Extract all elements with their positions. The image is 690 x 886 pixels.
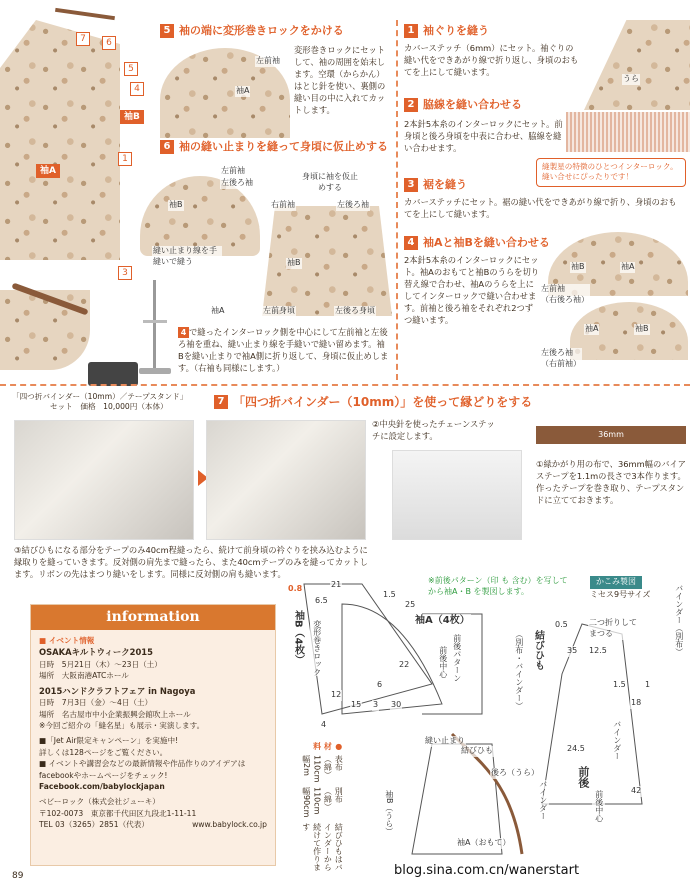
- callout-1: 1: [118, 152, 132, 166]
- step-1-ura-label: うら: [623, 74, 639, 83]
- binder-label-top: バインダー（別布）: [672, 584, 685, 656]
- step-6-sleeve-b2: 袖B: [287, 258, 301, 267]
- step-7-title: 「四つ折バインダー（10mm）」を使って縁どりをする: [233, 395, 533, 409]
- campaign-line-2: 詳しくは128ページをご覧ください。: [39, 747, 168, 757]
- step-3-text: カバーステッチにセット。裾の縫い代をできあがり線で折り、身頃のおもてを上にして縫います。: [404, 197, 677, 220]
- step-6-right-back: 左後ろ袖: [337, 200, 369, 209]
- front-back-label: 前後: [574, 766, 591, 788]
- dim-d11: 30: [391, 700, 402, 709]
- serger-photo: [392, 450, 522, 540]
- company-name: ベビーロック（株式会社ジューキ）: [39, 797, 160, 807]
- dim-d18: 42: [631, 786, 642, 795]
- product-price: セット 価格 10,000円（本体）: [50, 402, 168, 412]
- dim-d17: 24.5: [567, 744, 585, 753]
- step-7-photo-2: [206, 420, 366, 540]
- step-6-heading: [160, 140, 390, 155]
- step-3-number: 3: [404, 178, 418, 192]
- binder-label: バインダー: [610, 720, 623, 760]
- tie-sub-label: （別布・バインダー）: [512, 630, 525, 710]
- tie-label-2: 結びひも: [461, 746, 493, 755]
- step-5-left-front-label: 左前袖: [256, 56, 280, 65]
- dim-d14: 35: [567, 646, 578, 655]
- step-1-text: カバーステッチ（6mm）にセット。袖ぐりの縫い代をできあがり線で折り返し、身頃のおもてを上にして縫います。: [404, 43, 579, 78]
- step-6-number: 6: [160, 140, 174, 154]
- binder-photo: [88, 362, 138, 386]
- dim-d4: 1.5: [383, 590, 396, 599]
- sleeve-a-label: 袖A（4枚）: [415, 615, 470, 626]
- dim-d7: 12: [331, 690, 342, 699]
- step-7-photo-1: [14, 420, 194, 540]
- step-6-stop-note: 縫い止まり線を手縫いで縫う: [152, 246, 222, 268]
- step-1-photo: [584, 20, 690, 110]
- material-note: 結びひもはバインダーから続けて作ります: [301, 823, 344, 871]
- dim-d10: 15: [351, 700, 362, 709]
- dim-d8: 6: [377, 680, 383, 689]
- step-4-heading: [404, 236, 550, 251]
- step-4-title: 袖Aと袖Bを縫い合わせる: [423, 236, 550, 249]
- callout-4: 4: [130, 82, 144, 96]
- step-4-text: 2本針5本糸のインターロックにセット。袖Aのおもてと袖Bのうらを切り替え線で合わせ、袖Aのうらを上にしてインターロックで縫い合わせます。前袖と後ろ袖をそれぞれ2つずつ縫います。: [404, 255, 540, 326]
- material-1: 表布（綿）110cm幅2m: [301, 755, 344, 783]
- size-label: ミセス9号サイズ: [590, 590, 651, 599]
- materials-block: [300, 742, 343, 872]
- step-6-left-back: 左後ろ袖: [221, 178, 253, 187]
- dim-d20: 1: [645, 680, 651, 689]
- callout-7: 7: [76, 32, 90, 46]
- label-sleeve-b: 袖B: [120, 110, 144, 124]
- facebook-link[interactable]: Facebook.com/babylockjapan: [39, 782, 165, 792]
- step-4-a-bottom: 袖A: [585, 324, 599, 333]
- fold-label: 二つ折りしてまつる: [589, 618, 637, 638]
- dim-d5: 25: [405, 600, 416, 609]
- step-4-a-top: 袖A: [621, 262, 635, 271]
- callout-6: 6: [102, 36, 116, 50]
- step-6-right-front: 右前袖: [271, 200, 295, 209]
- step-5-title: 袖の端に変形巻きロックをかける: [179, 24, 344, 37]
- campaign-line-3: ■ イベントや講習会などの最新情報や作品作りのアイデアはfacebookやホームページをチェック!: [39, 759, 246, 780]
- step-6-sleeve-b: 袖B: [169, 200, 183, 209]
- step-6-sleeve-a2: 袖A: [211, 306, 225, 315]
- stop-label: 縫い止まり: [425, 736, 465, 745]
- sleeve-b-ura-label: 袖B（うら）: [382, 790, 395, 836]
- dim-d3: 6.5: [315, 596, 328, 605]
- bias-tape-text: ①緑かがり用の布で、36mm幅のバイアステープを1.1mの長さで3本作ります。作ったテープを巻き取り、テープスタンドに立てておきます。: [536, 459, 686, 506]
- step-6-body-note: 身頃に袖を仮止めする: [302, 172, 358, 192]
- event-2-date: 日時 7月3日（金）〜4日（土）: [39, 698, 153, 708]
- step-2-seam-photo: [566, 112, 690, 152]
- sleeve-a-omote-label: 袖A（おもて）: [457, 838, 511, 847]
- step-5-heading: [160, 24, 344, 39]
- step-4-number: 4: [404, 236, 418, 250]
- dress-tie-ribbon: [55, 8, 115, 20]
- hem-detail-photo: [0, 290, 90, 370]
- company-url[interactable]: www.babylock.co.jp: [192, 820, 267, 830]
- product-name: 「四つ折バインダー（10mm）／テープスタンド」: [12, 392, 188, 401]
- event-1-place: 場所 大阪南港ATCホール: [39, 671, 129, 681]
- step-6-note-ref: 4: [178, 327, 189, 338]
- watermark: blog.sina.com.cn/wanerstart: [394, 863, 580, 878]
- step-6-left-front-body: 左前身頃: [263, 306, 295, 315]
- sleeve-b-label: 袖B（4枚）: [290, 610, 306, 665]
- material-2: 別布（綿）110cm幅90cm: [301, 787, 344, 818]
- information-box: [30, 604, 276, 866]
- event-1-date: 日時 5月21日（木）〜23日（土）: [39, 659, 162, 669]
- step-1-title: 袖ぐりを縫う: [423, 24, 489, 37]
- step-1-heading: [404, 24, 489, 39]
- step-3-heading: [404, 178, 467, 193]
- step-4-left-front: 左前袖 （右後ろ袖）: [541, 284, 589, 304]
- event-heading: ■ イベント情報: [39, 635, 95, 645]
- step-6-title: 袖の縫い止まりを縫って身頃に仮止めする: [179, 140, 388, 153]
- tape-stand-photo: [135, 280, 175, 380]
- step-7-heading: [214, 394, 532, 410]
- roll-label: 変形巻きロック: [310, 620, 323, 676]
- step-6-note-text: で縫ったインターロック側を中心にして左前袖と左後ろ袖を重ね、縫い止まり線を手縫いで縫い留めます。袖Bを縫い止まりで袖A側に折り返して、身頃に仮止めします。（右袖も同様にします。）: [178, 327, 389, 374]
- step-4-b-top: 袖B: [571, 262, 585, 271]
- step-6-body-photo: [262, 206, 392, 316]
- step-1-number: 1: [404, 24, 418, 38]
- step-2-title: 脇線を縫い合わせる: [423, 98, 522, 111]
- dim-d19: 1.5: [613, 680, 626, 689]
- page-number: 89: [12, 871, 24, 881]
- callout-5: 5: [124, 62, 138, 76]
- binder-label-2: バインダー: [536, 780, 549, 820]
- dim-d6: 22: [399, 660, 410, 669]
- product-caption: [12, 392, 192, 413]
- campaign-line-1: ■「Jet Air限定キャンペーン」を実施中!: [39, 736, 179, 746]
- center-label: 前後中心: [436, 646, 449, 678]
- dress-photo: [0, 20, 120, 260]
- company-address: 〒102-0073 東京都千代田区九段北1-11-11: [39, 808, 197, 818]
- step-5-number: 5: [160, 24, 174, 38]
- front-pattern-label: 前後パターン: [450, 634, 463, 682]
- step-4-b-bottom: 袖B: [635, 324, 649, 333]
- materials-heading: ●材料: [312, 742, 344, 751]
- event-2-note: ※今回ご紹介の「縫名星」も展示・実演します。: [39, 721, 205, 731]
- back-ura-label: 後ろ（うら）: [491, 768, 539, 777]
- interlock-callout: 縫製星の特徴のひとつインターロック。縫い合せにぴったりです！: [536, 158, 686, 187]
- divider-vertical: [396, 20, 398, 380]
- kakomi-badge: かこみ製図: [590, 576, 642, 589]
- event-2-title: 2015ハンドクラフトフェア in Nagoya: [39, 685, 196, 696]
- step-4-left-back: 左後ろ袖 （右前袖）: [541, 348, 581, 368]
- tie-label: 結びひも: [530, 630, 546, 670]
- dim-d13: 0.5: [555, 620, 568, 629]
- step-5-sleeve-a-label: 袖A: [236, 86, 250, 95]
- center-label-2: 前後中心: [592, 790, 605, 822]
- chain-stitch-text: ②中央針を使ったチェーンステッチに設定します。: [372, 419, 495, 442]
- step-2-number: 2: [404, 98, 418, 112]
- tie-text: ③結びひもになる部分をテープのみ40cm程縫ったら、続けて前身頃の衿ぐりを挟み込むように縁取りを縫っていきます。反対側の肩先まで縫ったら、また40cmテープのみを縫ってカットします。リボンの先はまつり縫いをします。同様に反対側の肩も縫います。: [14, 545, 368, 580]
- step-6-note: [178, 326, 390, 374]
- step-6-left-front: 左前袖: [221, 166, 245, 175]
- dim-d12: 4: [321, 720, 327, 729]
- step-3-title: 裾を縫う: [423, 178, 467, 191]
- pattern-note: ※前後パターン（印 も 含む）を写してから袖A・B を製図します。: [428, 576, 568, 596]
- dim-d9: 3: [373, 700, 379, 709]
- step-2-heading: [404, 98, 522, 113]
- company-tel: TEL 03（3265）2851（代表）: [39, 820, 149, 830]
- dim-d1: 0.8: [288, 584, 303, 593]
- step-2-text: 2本針5本糸のインターロックにセット。前身頃と後ろ身頃を中表に合わせ、脇線を縫い合わせます。: [404, 119, 563, 154]
- event-1-title: OSAKAキルトウィーク2015: [39, 647, 153, 658]
- event-2-place: 場所 名古屋市中小企業振興会館吹上ホール: [39, 709, 191, 719]
- callout-3: 3: [118, 266, 132, 280]
- step-5-text: 変形巻きロックにセットして、袖の周囲を始末します。空環（からかん）はとじ針を使い、裏側の縫い目の中に入れてカットします。: [294, 45, 386, 116]
- label-sleeve-a: 袖A: [36, 164, 60, 178]
- step-7-number: 7: [214, 395, 228, 409]
- information-title: information: [31, 605, 275, 630]
- divider-horizontal: [0, 384, 690, 386]
- step-6-left-back-body: 左後ろ身頃: [335, 306, 375, 315]
- dim-d16: 18: [631, 698, 642, 707]
- bias-tape-sample: 36mm: [536, 426, 686, 444]
- dim-d15: 12.5: [589, 646, 607, 655]
- dim-d2: 21: [331, 580, 342, 589]
